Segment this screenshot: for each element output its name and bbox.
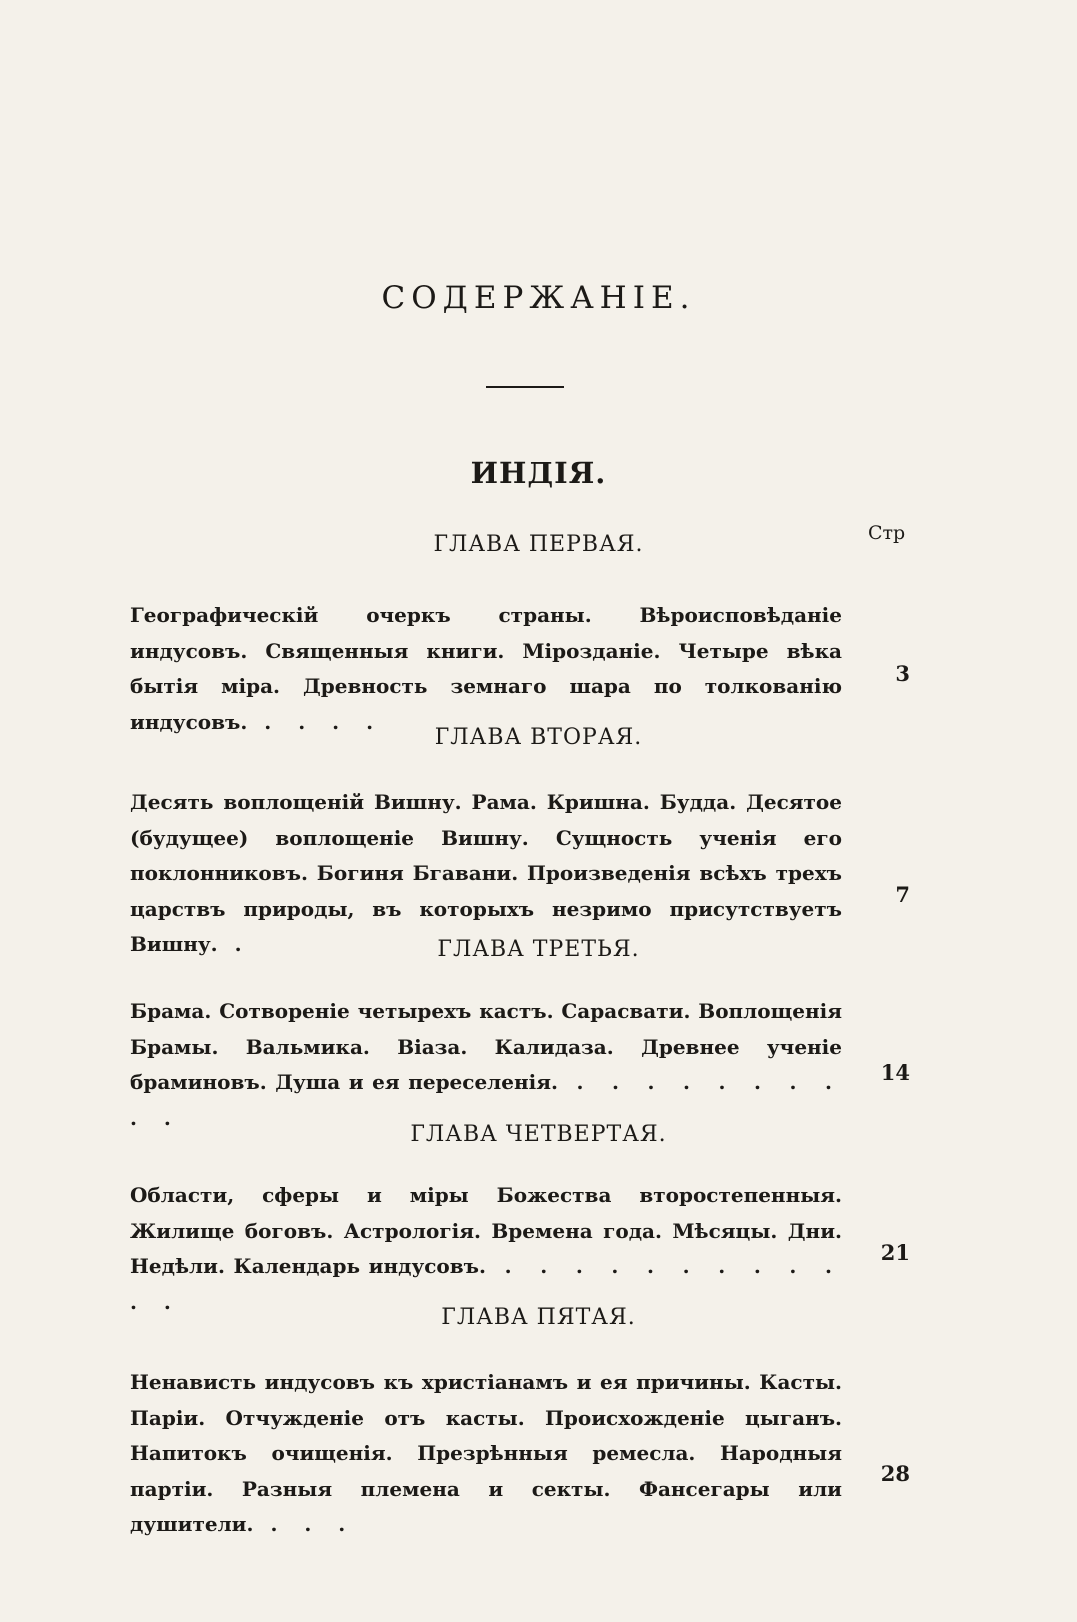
summary-text: Брама. Сотвореніе четырехъ кастъ. Сарасвати. Воплощенія Брамы. Вальмика. Віаза. Калидаза. Древнее ученіе браминовъ. Душа и ея переселенія. — [130, 999, 842, 1094]
chapter-summary — [130, 598, 842, 740]
leader-dots: . — [217, 932, 252, 956]
page-number: 14 — [880, 1060, 910, 1085]
chapter-heading: ГЛАВА ПЕРВАЯ. — [433, 532, 644, 557]
page-column-label: Стр — [868, 522, 906, 544]
summary-text: Области, сферы и міры Божества второстепенныя. Жилище боговъ. Астрологія. Времена года. Мѣсяцы. Дни. Недѣли. Календарь индусовъ. — [130, 1183, 842, 1278]
chapter-heading: ГЛАВА ЧЕТВЕРТАЯ. — [410, 1122, 667, 1147]
summary-text: Десять воплощеній Вишну. Рама. Кришна. Будда. Десятое (будущее) воплощеніе Вишну. Сущность ученія его поклонниковъ. Богиня Бгавани. Произведенія всѣхъ трехъ царствъ природы, въ которыхъ незримо присутствуетъ Вишну. — [130, 790, 842, 956]
page-number: 3 — [895, 661, 910, 686]
page-number: 21 — [880, 1240, 910, 1265]
title-rule — [486, 386, 564, 388]
chapter-heading: ГЛАВА ПЯТАЯ. — [441, 1305, 636, 1330]
chapter-heading: ГЛАВА ТРЕТЬЯ. — [437, 937, 640, 962]
leader-dots: . . . — [253, 1512, 356, 1536]
chapter-heading: ГЛАВА ВТОРАЯ. — [434, 725, 643, 750]
leader-dots: . . . . . . . . . . — [130, 1070, 843, 1130]
page-title: СОДЕРЖАНІЕ. — [381, 280, 696, 316]
chapter-summary — [130, 785, 842, 963]
page-number: 7 — [895, 882, 910, 907]
page-number: 28 — [880, 1461, 910, 1486]
leader-dots: . . . . . . . . . . . . — [130, 1254, 842, 1314]
part-title: ИНДІЯ. — [470, 456, 607, 490]
leader-dots: . . . . — [247, 709, 384, 734]
summary-text: Географическій очеркъ страны. Вѣроисповѣданіе индусовъ. Священныя книги. Мірозданіе. Четыре вѣка бытія міра. Древность земнаго шара по толкованію индусовъ. — [130, 603, 842, 734]
chapter-summary — [130, 1178, 842, 1320]
chapter-summary — [130, 994, 842, 1136]
chapter-summary — [130, 1365, 842, 1543]
summary-text: Ненависть индусовъ къ христіанамъ и ея причины. Касты. Паріи. Отчужденіе отъ касты. Происхожденіе цыганъ. Напитокъ очищенія. Презрѣнныя ремесла. Народныя партіи. Разныя племена и секты. Фансегары или душители. — [130, 1370, 842, 1536]
